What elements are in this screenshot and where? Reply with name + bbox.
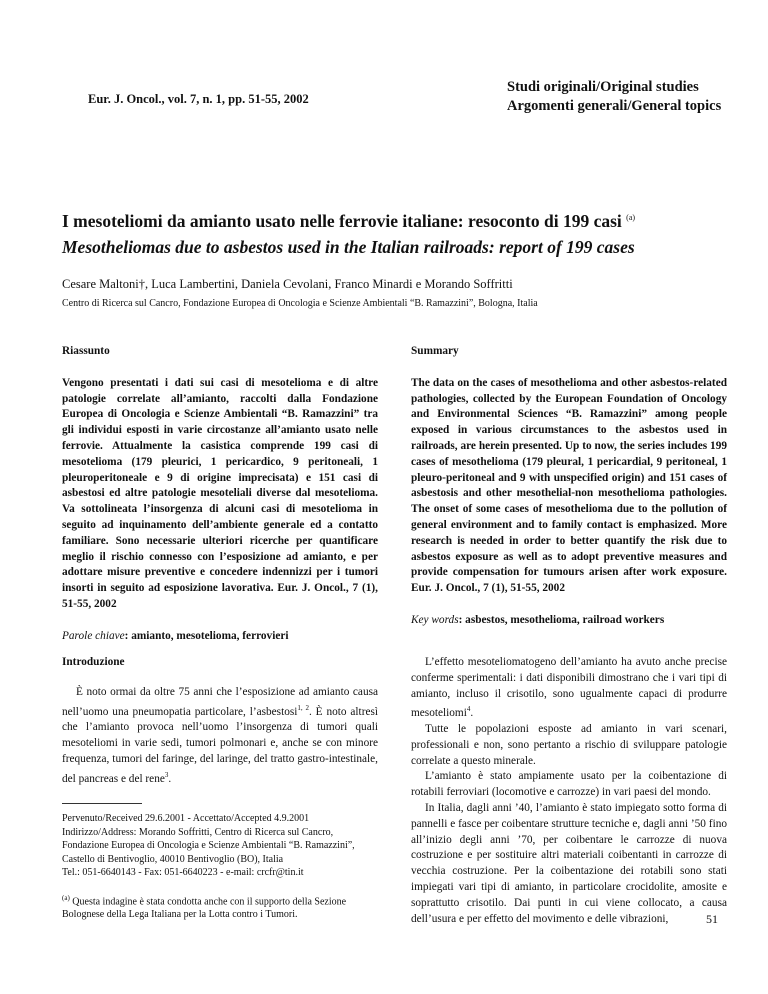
summary-section — [411, 344, 727, 629]
ref-4: 4 — [466, 705, 471, 714]
ref-1-2: 1, 2 — [297, 703, 309, 712]
intro-text-1: È noto ormai da oltre 75 anni che l’esposizione ad amianto causa nell’uomo una pneumopatia particolare, l’asbestosi — [62, 685, 378, 718]
summary-body: The data on the cases of mesothelioma and other asbestos-related pathologies, collected by the European Foundation of Oncology and Environmental Sciences “B. Ramazzini” among people exposed in various circumstances to the asbestos used in railroads, are herein presented. Up to now, the series includes 199 cases of mesothelioma (179 pleural, 1 pericardial, 9 peritoneal, 1 pleuro-peritoneal and 9 with unspecified origin) and 151 cases of asbestosis and other mesothelial-non mesothelioma pathologies. The onset of some cases of mesothelioma due to the pollution of general environment and to family contact is emphasized. More research is needed in order to better quantify the risk due to asbestos exposure as well as to adopt preventive measures and provide compensation for tumours arisen after work exposure. Eur. J. Oncol., 7 (1), 51-55, 2002 — [411, 376, 727, 595]
body-right-column — [411, 655, 727, 927]
contact-info: Tel.: 051-6640143 - Fax: 051-6640223 - e-mail: crcfr@tin.it — [62, 867, 304, 878]
keywords-en: : asbestos, mesothelioma, railroad workers — [458, 613, 665, 626]
section-line-1: Studi originali/Original studies — [507, 79, 699, 95]
title-note-mark: (a) — [626, 213, 636, 223]
intro-paragraph — [62, 685, 378, 787]
intro-text-2: . È noto altresì che l’amianto provoca nell’uomo l’insorgenza di tumori quali mesoteliomi in varie sedi, tumori polmonari e, anche se con minore frequenza, tumori del faringe, del laringe, del tratto gastro-intestinale, del pancreas e del rene — [62, 705, 379, 785]
ref-3: 3 — [164, 770, 169, 779]
riassunto-body: Vengono presentati i dati sui casi di mesotelioma e di altre patologie correlate all’amianto, raccolti dalla Fondazione Europea di Oncologia e Scienze Ambientali “B. Ramazzini” tra gli individui esposti in varie circostanze all’amianto usato nelle ferrovie. Attualmente la casistica comprende 199 casi di mesotelioma (179 pleurici, 1 pericardico, 9 peritoneali, 1 pleuroperitoneale e 9 di origine imprecisata) e 151 casi di asbestosi ed altre patologie mesoteliali diverse dal mesotelioma. Va sottolineata l’insorgenza di alcuni casi di mesotelioma in seguito ad inquinamento dell’ambiente generale ed a contatto familiare. Sono necessarie ulteriori ricerche per quantificare meglio il rischio connesso con l’esposizione ad amianto, e per adottare misure preventive e concedere indennizzi per i tumori insorti in seguito ad esposizione lavorativa. Eur. J. Oncol., 7 (1), 51-55, 2002 — [62, 376, 378, 610]
footnote-divider — [62, 803, 142, 804]
funding-note-mark: (a) — [62, 893, 70, 902]
body-paragraph-2: Tutte le popolazioni esposte ad amianto in vari scenari, professionali e non, sono pertanto a rischio di sviluppare patologie correlate a questo minerale. — [411, 722, 727, 767]
body-p1-text: L’effetto mesoteliomatogeno dell’amianto ha avuto anche precise conferme sperimentali: i dati disponibili dimostrano che i vari tipi di amianto, incluso il crisotilo, sono ugualmente capaci di produrre mesoteliomi — [411, 656, 727, 720]
title-italian — [62, 211, 635, 232]
title-english: Mesotheliomas due to asbestos used in the Italian railroads: report of 199 cases — [62, 237, 635, 257]
keywords-it: : amianto, mesotelioma, ferrovieri — [124, 629, 289, 642]
body-paragraph-4: In Italia, dagli anni ’40, l’amianto è stato impiegato sotto forma di pannelli e fasce per coibentare strutture tecniche e, dagli anni ’50 fino all’inizio degli anni ’70, per coibentare le carrozze di nuova costruzione e per sostituire altri materiali coibentanti in carrozze di vecchia costruzione. Per la coibentazione dei rotabili sono stati impiegati vari tipi di amianto, in particolare crocidolite, amosite e soprattutto crisotilo. Dai punti in cui viene collocato, a causa dell’usura e per effetto del movimento e delle vibrazioni, — [411, 801, 727, 925]
body-paragraph-1 — [411, 655, 727, 722]
intro-heading: Introduzione — [62, 656, 125, 668]
received-dates: Pervenuto/Received 29.6.2001 - Accettato/Accepted 4.9.2001 — [62, 813, 310, 824]
summary-heading: Summary — [411, 345, 459, 357]
section-label — [507, 78, 721, 116]
keywords-label-en: Key words — [411, 613, 459, 626]
title-italian-text: I mesoteliomi da amianto usato nelle ferrovie italiane: resoconto di 199 casi — [62, 211, 622, 231]
journal-citation: Eur. J. Oncol., vol. 7, n. 1, pp. 51-55, 2002 — [88, 92, 309, 106]
correspondence-address: Indirizzo/Address: Morando Soffritti, Centro di Ricerca sul Cancro, Fondazione Europea di Oncologia e Scienze Ambientali “B. Ramazzini”, Castello di Bentivoglio, 40010 Bentivoglio (BO), Italia — [62, 826, 355, 865]
body-paragraph-3: L’amianto è stato ampiamente usato per la coibentazione di rotabili ferroviari (locomotive e carrozze) in vari paesi del mondo. — [411, 770, 727, 799]
footnotes — [62, 812, 378, 922]
intro-section — [62, 655, 378, 787]
section-line-2: Argomenti generali/General topics — [507, 98, 722, 114]
riassunto-section — [62, 344, 378, 645]
funding-note-text: Questa indagine è stata condotta anche con il supporto della Sezione Bolognese della Lega Italiana per la Lotta contro i Tumori. — [62, 895, 347, 921]
riassunto-heading: Riassunto — [62, 345, 110, 357]
affiliation: Centro di Ricerca sul Cancro, Fondazione Europea di Oncologia e Scienze Ambientali “B. Ramazzini”, Bologna, Italia — [62, 298, 538, 309]
page-number: 51 — [706, 912, 718, 926]
riassunto-keywords — [62, 629, 378, 645]
intro-text-3: . — [168, 772, 172, 785]
summary-keywords — [411, 613, 727, 629]
keywords-label-it: Parole chiave — [62, 629, 125, 642]
authors: Cesare Maltoni†, Luca Lambertini, Daniela Cevolani, Franco Minardi e Morando Soffritti — [62, 277, 513, 291]
body-p1-end: . — [470, 707, 474, 720]
funding-note — [62, 892, 378, 922]
